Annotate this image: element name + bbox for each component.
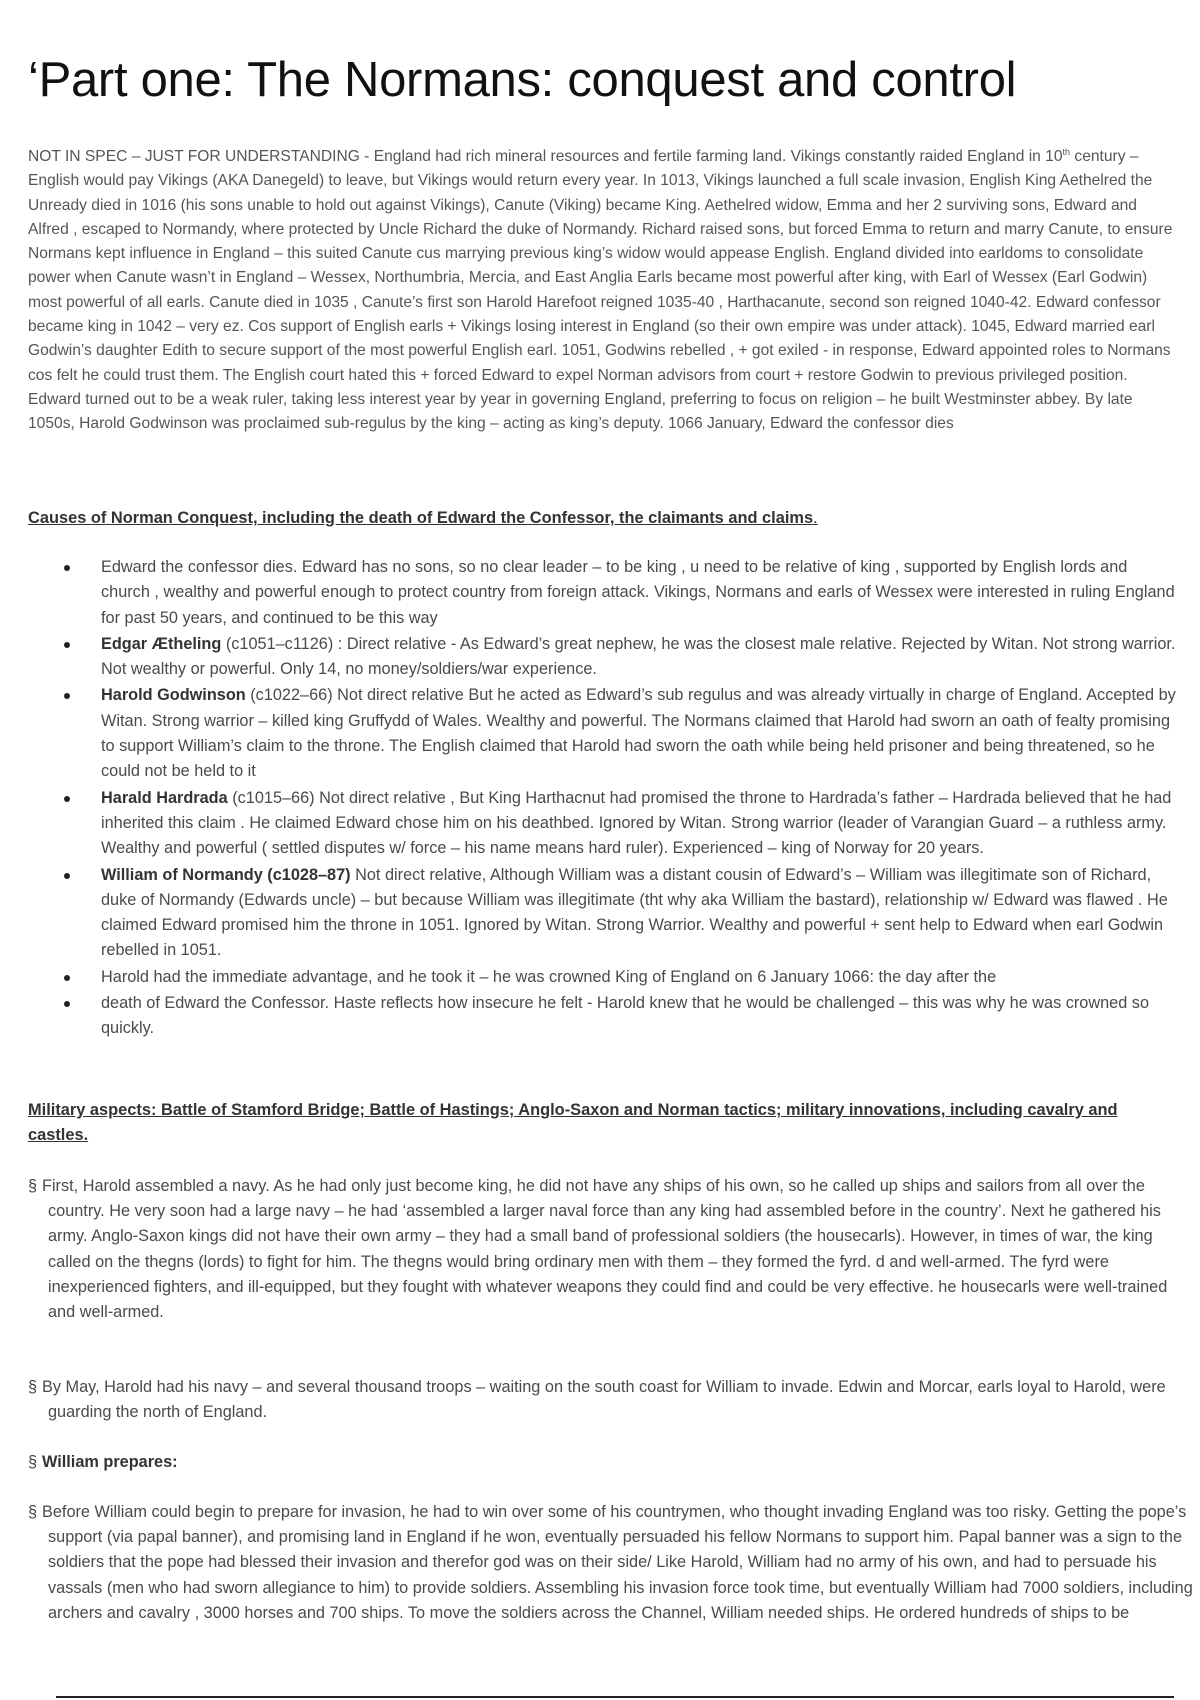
list-item-bold: Harold Godwinson (101, 686, 246, 705)
bullet-icon (64, 873, 70, 879)
intro-superscript: th (1062, 146, 1071, 157)
list-item-text: (c1051–c1126) : Direct relative - As Edward’s great nephew, he was the closest male relative. Rejected by Witan. Not strong warrior. Not wealthy or powerful. Only 14, no money/soldiers/war experience. (101, 634, 1176, 679)
list-item-text: Edward the confessor dies. Edward has no sons, so no clear leader – to be king , u need to be relative of king , supported by English lords and church , wealthy and powerful enough to protect country from foreign attack. Vikings, Normans and earls of Wessex were interested in ruling England for past 50 years, and continued to be this way (101, 558, 1175, 627)
bullet-icon (64, 642, 70, 648)
list-item (28, 965, 1178, 990)
paragraph-william-invasion (28, 1500, 1193, 1626)
causes-heading-tail: . (813, 509, 818, 527)
intro-paragraph (28, 145, 1176, 437)
section-mark-icon: § (28, 1177, 38, 1195)
list-item-bold: William of Normandy (c1028–87) (101, 865, 351, 884)
list-item (28, 555, 1178, 631)
causes-heading (28, 506, 1168, 531)
list-item-text: (c1022–66) Not direct relative But he acted as Edward’s sub regulus and was already virtually in charge of England. Accepted by Witan. Strong warrior – killed king Gruffydd of Wales. Wealthy and powerful. The Normans claimed that Harold had sworn an oath of fealty promising to support William’s claim to the throne. The English claimed that Harold had sworn the oath while being held prisoner and being threatened, so he could not be held to it (101, 686, 1176, 781)
paragraph-bold-text: William prepares: (42, 1453, 178, 1471)
section-mark-icon: § (28, 1453, 38, 1471)
bullet-icon (64, 975, 70, 981)
list-item-text: (c1015–66) Not direct relative , But King Harthacnut had promised the throne to Hardrada’s father – Hardrada believed that he had inherited this claim . He claimed Edward chose him on his deathbed. Ignored by Witan. Strong warrior (leader of Varangian Guard – a ruthless army. Wealthy and powerful ( settled disputes w/ force – his name means hard ruler). Experienced – king of Norway for 20 years. (101, 788, 1172, 858)
list-item (28, 632, 1178, 683)
bullet-icon (64, 693, 70, 699)
paragraph-by-may (28, 1375, 1193, 1425)
section-mark-icon: § (28, 1503, 38, 1521)
list-item-text: Not direct relative, Although William was a distant cousin of Edward’s – William was illegitimate son of Richard, duke of Normandy (Edwards uncle) – but because William was illegitimate (tht why aka William the bastard), relationship w/ Edward was flawed . He claimed Edward promised him the throne in 1051. Ignored by Witan. Strong Warrior. Wealthy and powerful + sent help to Edward when earl Godwin rebelled in 1051. (101, 865, 1168, 960)
intro-text-end: century – English would pay Vikings (AKA Danegeld) to leave, but Vikings would return every year. In 1013, Vikings launched a full scale invasion, English King Aethelred the Unready died in 1016 (his sons unable to hold out against Vikings), Canute (Viking) became King. Aethelred widow, Emma and her 2 surviving sons, Edward and Alfred , escaped to Normandy, where protected by Uncle Richard the duke of Normandy. Richard raised sons, but forced Emma to return and marry Canute, to ensure Normans kept influence in England – this suited Canute cus marrying previous king’s widow would appease English. England divided into earldoms to consolidate power when Canute wasn’t in England – Wessex, Northumbria, Mercia, and East Anglia Earls became most powerful after king, with Earl of Wessex (Earl Godwin) most powerful of all earls. Canute died in 1035 , Canute’s first son Harold Harefoot reigned 1035-40 , Harthacanute, second son reigned 1040-42. Edward confessor became king in 1042 – very ez. Cos support of English earls + Vikings losing interest in England (so their own empire was under attack). 1045, Edward married earl Godwin’s daughter Edith to secure support of the most powerful English earl. 1051, Godwins rebelled , + got exiled - in response, Edward appointed roles to Normans cos felt he could trust them. The English court hated this + forced Edward to expel Norman advisors from court + restore Godwin to previous privileged position. Edward turned out to be a weak ruler, taking less interest year by year in governing England, preferring to focus on religion – he built Westminster abbey. By late 1050s, Harold Godwinson was proclaimed sub-regulus by the king – acting as king’s deputy. 1066 January, Edward the confessor dies (28, 148, 1173, 433)
paragraph-william-prepares (28, 1450, 1193, 1475)
paragraph-text: Before William could begin to prepare for invasion, he had to win over some of his countrymen, who thought invading England was too risky. Getting the pope’s support (via papal banner), and promising land in England if he won, eventually persuaded his fellow Normans to support him. Papal banner was a sign to the soldiers that the pope had blessed their invasion and therefor god was on their side/ Like Harold, William had no army of his own, and had to persuade his vassals (men who had sworn allegiance to him) to provide soldiers. Assembling his invasion force took time, but eventually William had 7000 soldiers, including archers and cavalry , 3000 horses and 700 ships. To move the soldiers across the Channel, William needed ships. He ordered hundreds of ships to be (42, 1503, 1193, 1622)
list-item-text: death of Edward the Confessor. Haste reflects how insecure he felt - Harold knew that he would be challenged – this was why he was crowned so quickly. (101, 994, 1150, 1038)
bullet-icon (64, 1001, 70, 1007)
list-item-text: Harold had the immediate advantage, and he took it – he was crowned King of England on 6 January 1066: the day after the (101, 967, 997, 986)
list-item-bold: Harald Hardrada (101, 788, 228, 807)
list-item (28, 683, 1178, 784)
list-item (28, 863, 1178, 964)
military-heading: Military aspects: Battle of Stamford Bridge; Battle of Hastings; Anglo-Saxon and Norman tactics; military innovations, including cavalry and castles. (28, 1101, 1118, 1144)
page-title: ‘Part one: The Normans: conquest and control (28, 53, 1017, 107)
list-item (28, 991, 1178, 1042)
list-item-bold: Edgar Ætheling (101, 634, 222, 653)
page-bottom-rule (56, 1696, 1174, 1698)
bullet-icon (64, 565, 70, 571)
list-item (28, 786, 1178, 862)
paragraph-text: By May, Harold had his navy – and several thousand troops – waiting on the south coast for William to invade. Edwin and Morcar, earls loyal to Harold, were guarding the north of England. (42, 1378, 1166, 1422)
paragraph-harold-navy (28, 1174, 1193, 1325)
paragraph-text: First, Harold assembled a navy. As he had only just become king, he did not have any ships of his own, so he called up ships and sailors from all over the country. He very soon had a large navy – he had ‘assembled a larger naval force than any king had assembled before in the country’. Next he gathered his army. Anglo-Saxon kings did not have their own army – they had a small band of professional soldiers (the housecarls). However, in times of war, the king called on the thegns (lords) to fight for him. The thegns would bring ordinary men with them – they formed the fyrd. d and well-armed. The fyrd were inexperienced fighters, and ill-equipped, but they fought with whatever weapons they could find and could be very effective. he housecarls were well-trained and well-armed. (42, 1177, 1168, 1322)
causes-heading-text: Causes of Norman Conquest, including the death of Edward the Confessor, the claimants and claims (28, 509, 814, 527)
claimants-list (28, 555, 1178, 1043)
bullet-icon (64, 796, 70, 802)
section-mark-icon: § (28, 1378, 38, 1396)
intro-text-start: NOT IN SPEC – JUST FOR UNDERSTANDING - England had rich mineral resources and fertile farming land. Vikings constantly raided England in 10 (28, 148, 1063, 165)
